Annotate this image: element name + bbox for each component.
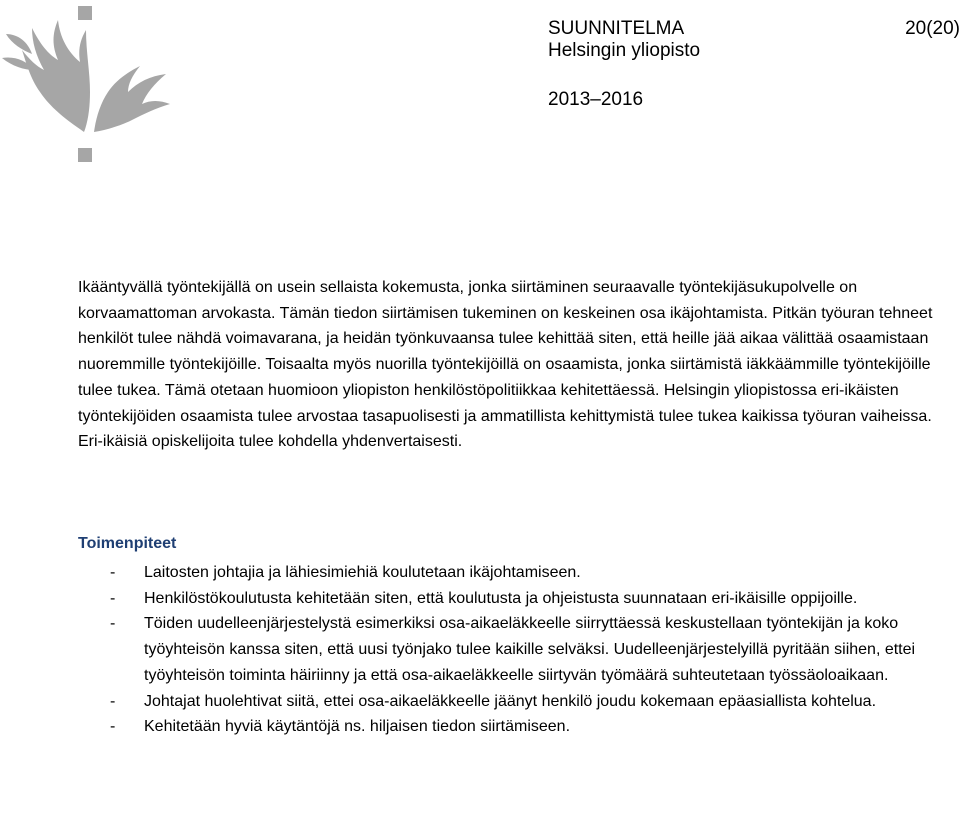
list-item	[78, 586, 938, 612]
document-years: 2013–2016	[548, 89, 644, 110]
list-item	[78, 560, 938, 586]
list-bullet: -	[110, 692, 116, 710]
list-item-text: Kehitetään hyviä käytäntöjä ns. hiljaisen tiedon siirtämiseen.	[144, 718, 571, 736]
organization-name: Helsingin yliopisto	[548, 40, 701, 61]
list-item-text: Laitosten johtajia ja lähiesimiehiä koulutetaan ikäjohtamiseen.	[144, 564, 581, 581]
list-bullet: -	[110, 589, 116, 607]
list-item-text: Johtajat huolehtivat siitä, ettei osa-aikaeläkkeelle jäänyt henkilö joudu kokemaan epäasiallista kohtelua.	[144, 692, 877, 710]
university-flame-logo-icon	[0, 0, 180, 170]
body-paragraph: Ikääntyvällä työntekijällä on usein sellaista kokemusta, jonka siirtäminen seuraavalle työntekijäsukupolvelle on korvaamattoman arvokasta. Tämän tiedon siirtämisen tukeminen on keskeinen osa ikäjohtamista. Pitkän työuran tehneet henkilöt tulee nähdä voimavarana, ja heidän työnkuvaansa tulee kehittää siten, että heille jää aikaa välittää osaamistaan nuoremmille työntekijöille. Toisaalta myös nuorilla työntekijöillä on osaamista, jonka siirtämistä iäkkäämmille työntekijöille tulee tukea. Tämä otetaan huomioon yliopiston henkilöstöpolitiikkaa kehitettäessä. Helsingin yliopistossa eri-ikäisten työntekijöiden osaamista tulee arvostaa tasapuolisesti ja ammatillista kehittymistä tulee tukea kaikissa työuran vaiheissa. Eri-ikäisiä opiskelijoita tulee kohdella yhdenvertaisesti.	[78, 279, 933, 451]
section-heading: Toimenpiteet	[78, 535, 177, 552]
document-title: SUUNNITELMA	[548, 18, 685, 39]
list-bullet: -	[110, 615, 116, 633]
list-item-text: Töiden uudelleenjärjestelystä esimerkiksi osa-aikaeläkkeelle siirryttäessä keskustellaan työntekijän ja koko työyhteisön kanssa siten, että uusi työnjako tulee kaikille selväksi. Uudelleenjärjestelyillä pyritään siihen, ettei työyhteisön toiminta häiriinny ja että osa-aikaeläkkeelle siirtyvän työmäärä suhteutetaan työssäoloaikaan.	[144, 615, 916, 684]
list-item-text: Henkilöstökoulutusta kehitetään siten, että koulutusta ja ohjeistusta suunnataan eri-ikäisille oppijoille.	[144, 589, 858, 607]
list-item	[78, 689, 938, 715]
page-number: 20(20)	[905, 18, 960, 39]
list-bullet: -	[110, 718, 116, 736]
list-item	[78, 611, 938, 688]
list-item	[78, 714, 938, 740]
measures-list	[78, 560, 938, 740]
list-bullet: -	[110, 564, 116, 581]
